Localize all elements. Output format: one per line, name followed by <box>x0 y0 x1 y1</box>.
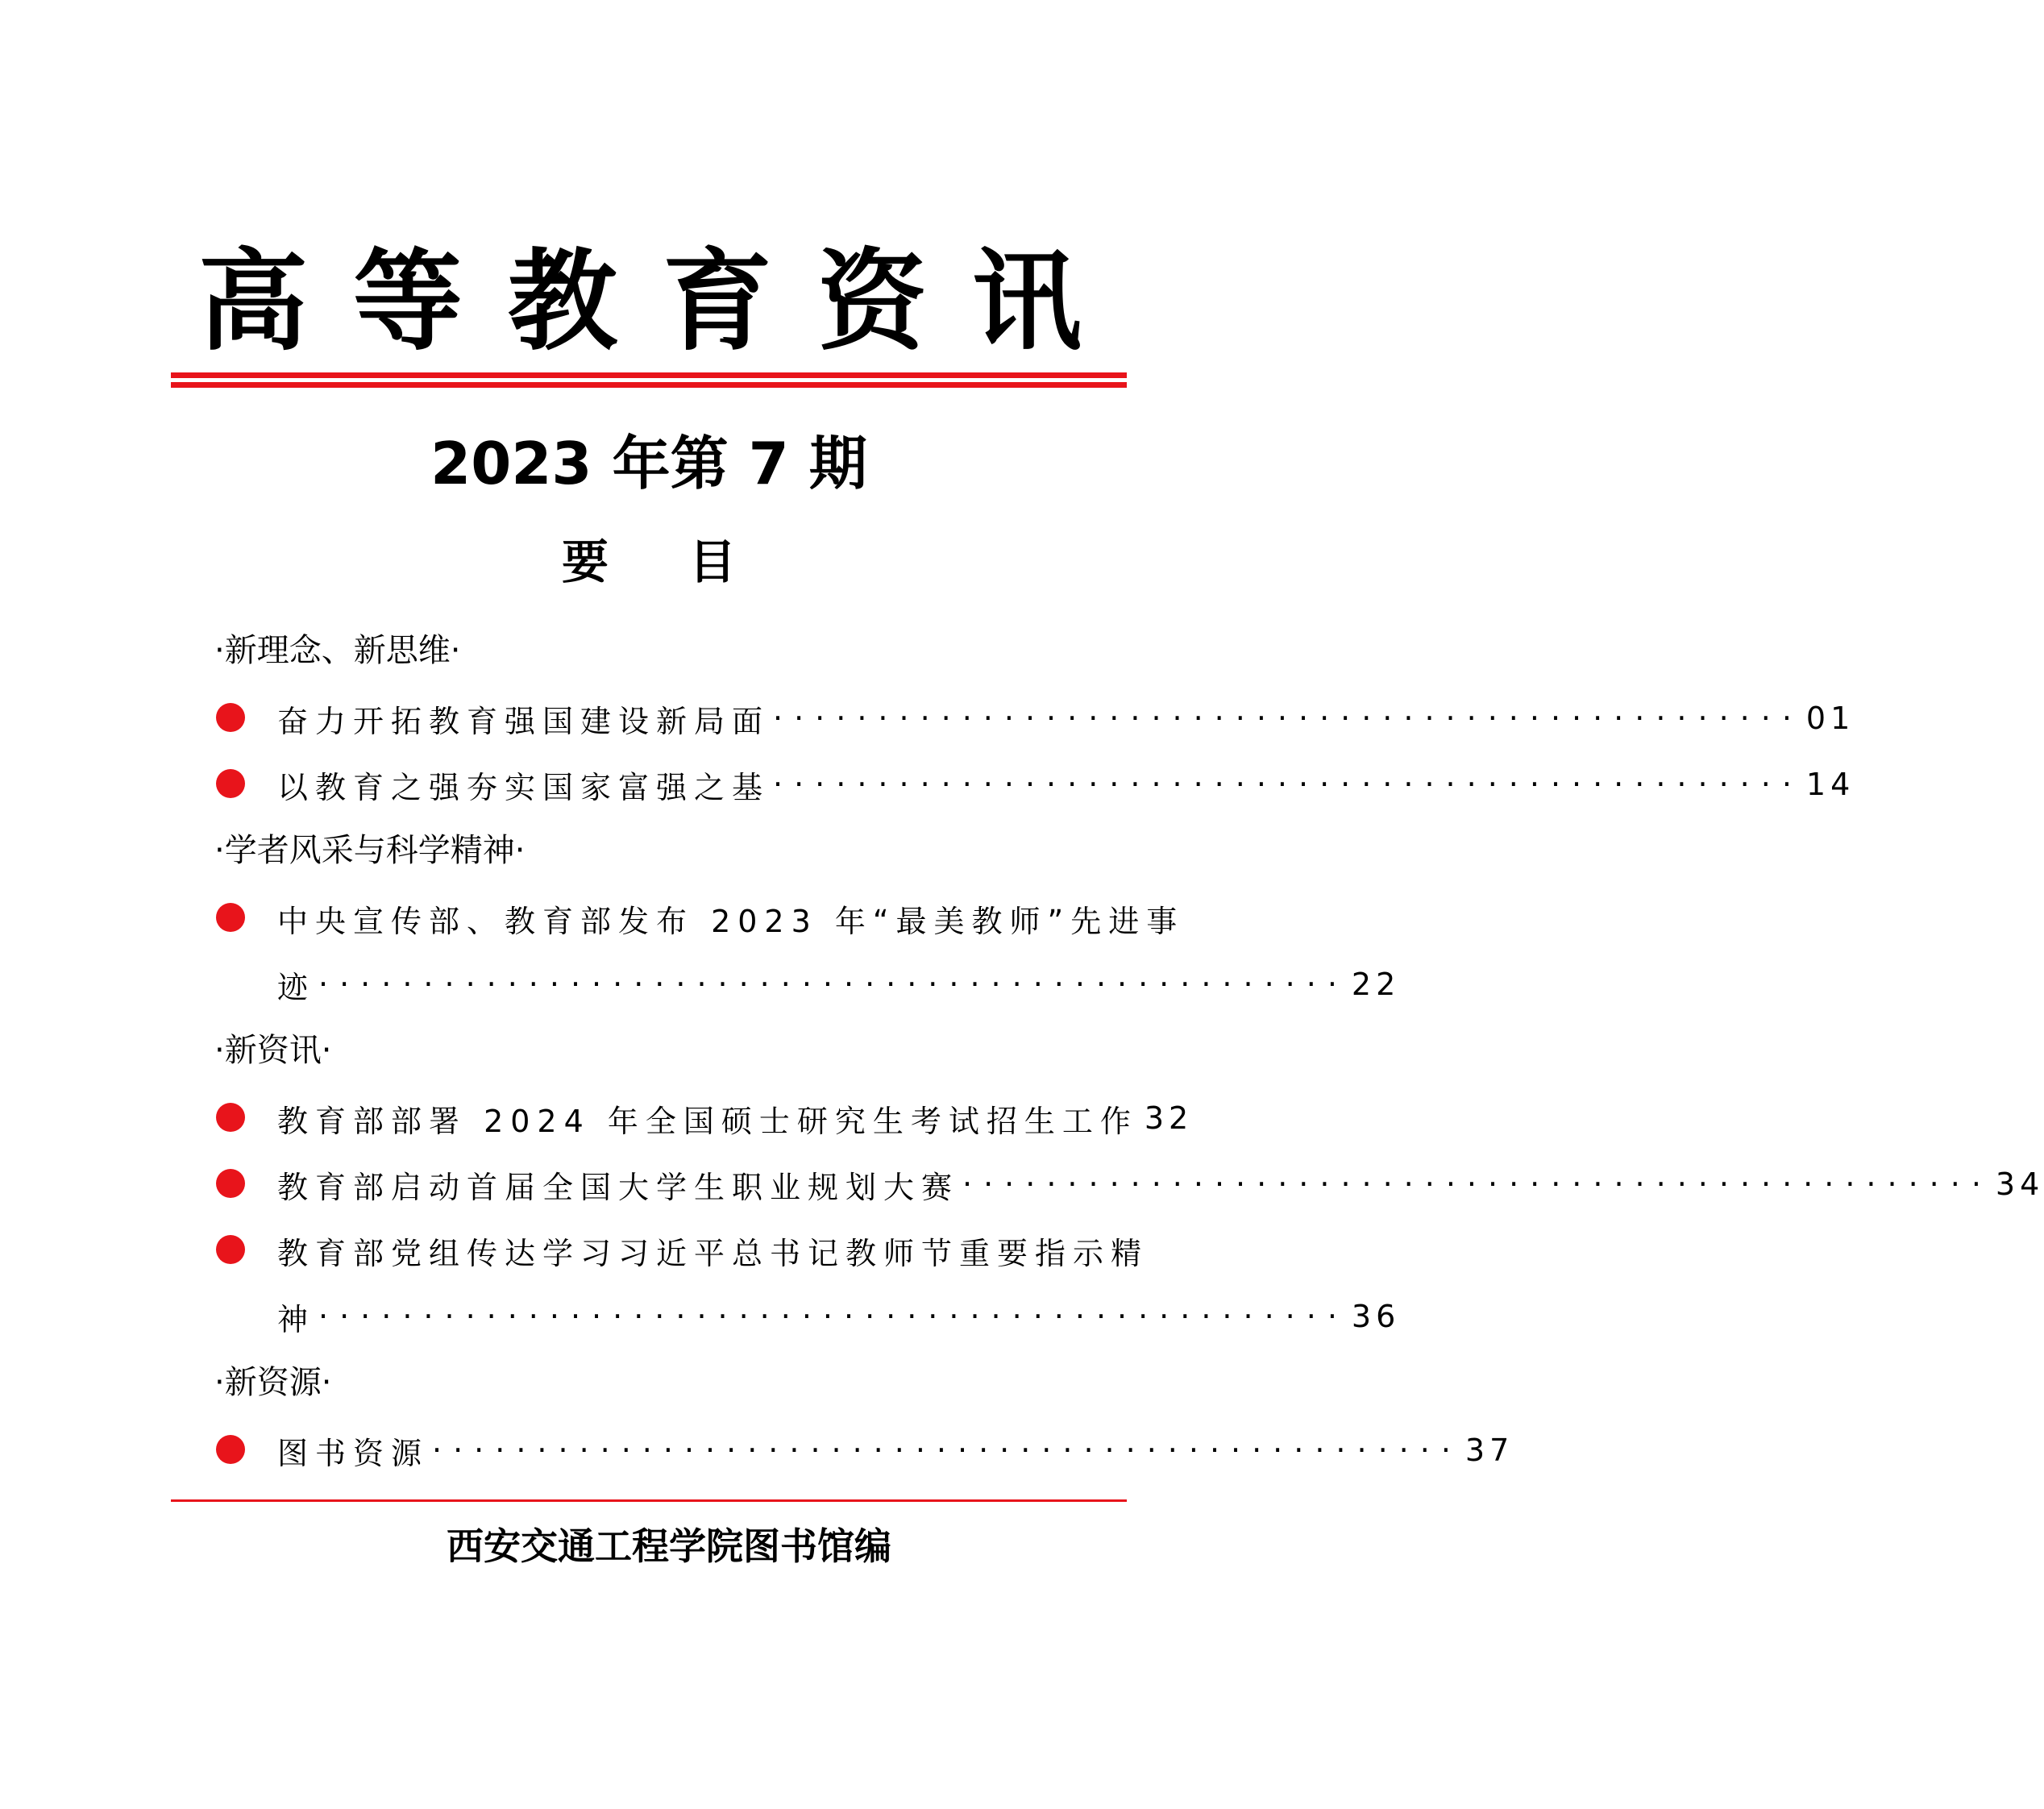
red-bullet-icon <box>216 1169 245 1198</box>
dot-leader: ················································· <box>962 1166 1992 1202</box>
red-bullet-icon <box>216 703 245 732</box>
toc-entry-title: 中央宣传部、教育部发布 2023 年“最美教师”先进事 <box>277 903 1185 939</box>
toc-entry-title: 以教育之强夯实国家富强之基 <box>277 769 771 805</box>
contents-heading: 要目 <box>561 534 816 589</box>
toc-entry-title: 教育部部署 2024 年全国硕士研究生考试招生工作 <box>277 1103 1138 1139</box>
red-bullet-icon <box>216 1235 245 1264</box>
dot-leader: ················································· <box>432 1433 1462 1468</box>
toc-entry-title: 教育部党组传达学习习近平总书记教师节重要指示精 <box>277 1235 1149 1271</box>
red-bullet-icon <box>216 1103 245 1132</box>
toc-entry-title: 奋力开拓教育强国建设新局面 <box>277 703 771 739</box>
toc-entry-page: 14 <box>1805 767 1855 802</box>
masthead-title: 高等教育资讯 <box>198 239 1127 366</box>
toc-entry[interactable] <box>210 1227 1401 1343</box>
toc-entry-page: 32 <box>1144 1100 1194 1136</box>
red-bullet-icon <box>216 903 245 932</box>
toc-entry-page: 01 <box>1805 701 1855 736</box>
masthead-rule-upper <box>171 372 1127 378</box>
section-title: ·新资讯· <box>214 1032 332 1069</box>
toc-entry[interactable] <box>210 1095 1194 1143</box>
dot-leader: ················································· <box>318 967 1348 1002</box>
publisher-line: 西安交通工程学院图书馆编 <box>447 1524 891 1568</box>
footer-rule <box>171 1499 1127 1502</box>
dot-leader: ················································· <box>773 701 1803 736</box>
toc-entry-page: 34 <box>1995 1166 2044 1202</box>
toc-entry[interactable] <box>210 695 1855 743</box>
toc-entry[interactable] <box>210 1161 2044 1209</box>
toc-entry-page: 22 <box>1351 967 1401 1002</box>
masthead-rule-lower <box>171 382 1127 388</box>
toc-entry-title-continued: 神 <box>277 1301 316 1337</box>
issue-number: 2023 年第 7 期 <box>430 430 867 497</box>
red-bullet-icon <box>216 769 245 798</box>
toc-entry-title: 图书资源 <box>277 1435 430 1471</box>
dot-leader: ················································· <box>318 1299 1348 1334</box>
section-title: ·新理念、新思维· <box>214 632 461 669</box>
toc-entry-title-continued: 迹 <box>277 969 316 1005</box>
toc-entry-page: 36 <box>1351 1299 1401 1334</box>
toc-entry[interactable] <box>210 1427 1514 1475</box>
section-title: ·新资源· <box>214 1364 332 1401</box>
dot-leader: ················································· <box>773 767 1803 802</box>
toc-entry[interactable] <box>210 761 1855 809</box>
toc-entry-page: 37 <box>1464 1433 1514 1468</box>
toc-entry-title: 教育部启动首届全国大学生职业规划大赛 <box>277 1169 960 1205</box>
section-title: ·学者风采与科学精神· <box>214 832 526 869</box>
toc-entry[interactable] <box>210 895 1401 1011</box>
red-bullet-icon <box>216 1435 245 1464</box>
